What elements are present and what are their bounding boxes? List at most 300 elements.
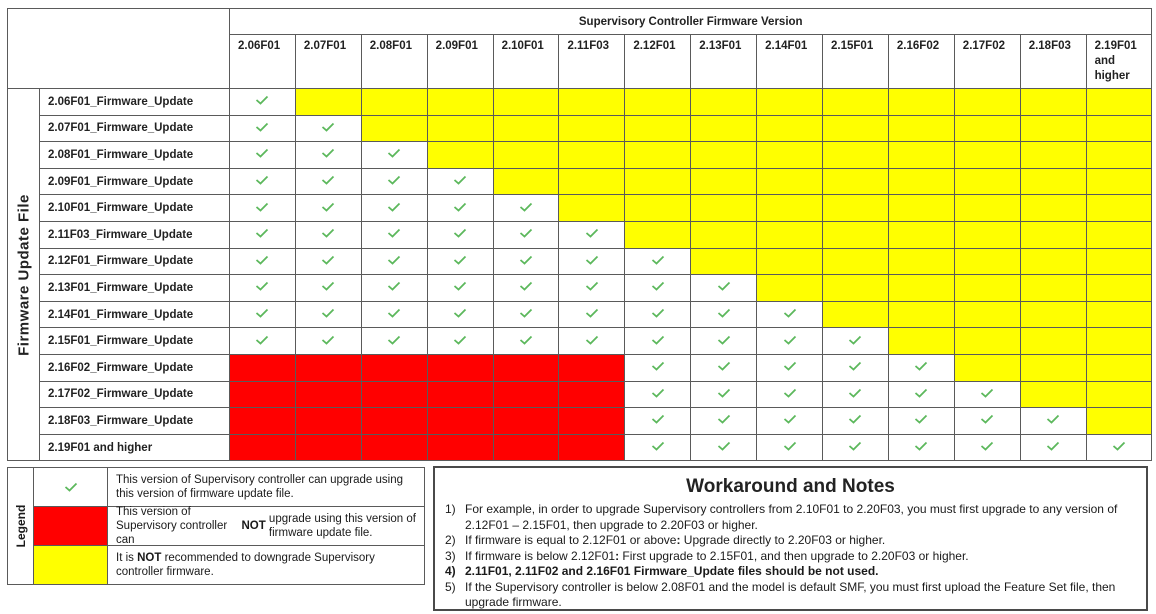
table-row bbox=[8, 381, 1152, 408]
legend-swatch-check bbox=[34, 468, 108, 507]
not-recommended-cell bbox=[1086, 89, 1152, 116]
cannot-upgrade-cell bbox=[427, 354, 493, 381]
compatible-cell bbox=[230, 221, 296, 248]
row-label: 2.10F01_Firmware_Update bbox=[40, 195, 230, 222]
version-header: 2.09F01 bbox=[427, 35, 493, 89]
check-icon bbox=[255, 202, 269, 212]
check-icon bbox=[717, 361, 731, 371]
not-recommended-cell bbox=[427, 142, 493, 169]
not-recommended-cell bbox=[954, 354, 1020, 381]
compatible-cell bbox=[625, 354, 691, 381]
table-row bbox=[8, 89, 1152, 116]
check-icon bbox=[914, 388, 928, 398]
table-body bbox=[8, 89, 1152, 461]
check-icon bbox=[255, 175, 269, 185]
compatible-cell bbox=[1020, 434, 1086, 461]
compatible-cell bbox=[559, 275, 625, 302]
cannot-upgrade-cell bbox=[361, 354, 427, 381]
check-icon bbox=[585, 335, 599, 345]
notes-list bbox=[445, 502, 1136, 611]
not-recommended-cell bbox=[559, 142, 625, 169]
compatible-cell bbox=[230, 275, 296, 302]
cannot-upgrade-cell bbox=[361, 381, 427, 408]
check-icon bbox=[255, 255, 269, 265]
not-recommended-cell bbox=[1086, 408, 1152, 435]
check-icon bbox=[783, 308, 797, 318]
compatible-cell bbox=[427, 221, 493, 248]
not-recommended-cell bbox=[757, 221, 823, 248]
check-icon bbox=[1112, 441, 1126, 451]
not-recommended-cell bbox=[691, 168, 757, 195]
not-recommended-cell bbox=[1020, 328, 1086, 355]
not-recommended-cell bbox=[1020, 89, 1086, 116]
check-icon bbox=[783, 414, 797, 424]
compatible-cell bbox=[691, 328, 757, 355]
check-icon bbox=[651, 441, 665, 451]
not-recommended-cell bbox=[493, 115, 559, 142]
version-header: 2.11F03 bbox=[559, 35, 625, 89]
compatible-cell bbox=[230, 142, 296, 169]
compatible-cell bbox=[888, 354, 954, 381]
cannot-upgrade-cell bbox=[230, 381, 296, 408]
check-icon bbox=[651, 414, 665, 424]
cannot-upgrade-cell bbox=[295, 434, 361, 461]
check-icon bbox=[783, 388, 797, 398]
check-icon bbox=[519, 308, 533, 318]
compatible-cell bbox=[295, 248, 361, 275]
check-icon bbox=[717, 441, 731, 451]
not-recommended-cell bbox=[427, 115, 493, 142]
table-row bbox=[8, 221, 1152, 248]
compatible-cell bbox=[361, 168, 427, 195]
check-icon bbox=[651, 388, 665, 398]
not-recommended-cell bbox=[954, 168, 1020, 195]
table-row bbox=[8, 115, 1152, 142]
not-recommended-cell bbox=[559, 168, 625, 195]
table-row bbox=[8, 408, 1152, 435]
compatible-cell bbox=[1020, 408, 1086, 435]
not-recommended-cell bbox=[691, 248, 757, 275]
compatible-cell bbox=[954, 408, 1020, 435]
check-icon bbox=[453, 228, 467, 238]
check-icon bbox=[387, 281, 401, 291]
not-recommended-cell bbox=[1020, 195, 1086, 222]
compatible-cell bbox=[625, 275, 691, 302]
compatible-cell bbox=[361, 301, 427, 328]
compatible-cell bbox=[361, 195, 427, 222]
legend-text-check: This version of Supervisory controller can upgrade using this version of firmware update file. bbox=[108, 468, 424, 507]
not-recommended-cell bbox=[1086, 142, 1152, 169]
compatible-cell bbox=[361, 221, 427, 248]
not-recommended-cell bbox=[691, 221, 757, 248]
row-label: 2.11F03_Firmware_Update bbox=[40, 221, 230, 248]
check-icon bbox=[387, 228, 401, 238]
compatible-cell bbox=[295, 275, 361, 302]
check-icon bbox=[387, 308, 401, 318]
cannot-upgrade-cell bbox=[559, 434, 625, 461]
compatible-cell bbox=[691, 354, 757, 381]
workaround-notes-box bbox=[433, 466, 1148, 611]
check-icon bbox=[848, 441, 862, 451]
check-icon bbox=[585, 308, 599, 318]
legend-swatch-yellow bbox=[34, 546, 108, 584]
not-recommended-cell bbox=[823, 115, 889, 142]
not-recommended-cell bbox=[1086, 328, 1152, 355]
check-icon bbox=[321, 202, 335, 212]
check-icon bbox=[1046, 441, 1060, 451]
not-recommended-cell bbox=[954, 301, 1020, 328]
check-icon bbox=[848, 388, 862, 398]
check-icon bbox=[453, 335, 467, 345]
not-recommended-cell bbox=[1086, 301, 1152, 328]
not-recommended-cell bbox=[954, 275, 1020, 302]
row-label: 2.13F01_Firmware_Update bbox=[40, 275, 230, 302]
check-icon bbox=[453, 308, 467, 318]
version-header: 2.06F01 bbox=[230, 35, 296, 89]
not-recommended-cell bbox=[888, 142, 954, 169]
check-icon bbox=[585, 228, 599, 238]
compatible-cell bbox=[230, 195, 296, 222]
compatible-cell bbox=[559, 328, 625, 355]
table-row bbox=[8, 142, 1152, 169]
not-recommended-cell bbox=[625, 168, 691, 195]
check-icon bbox=[321, 148, 335, 158]
compatible-cell bbox=[954, 381, 1020, 408]
not-recommended-cell bbox=[823, 301, 889, 328]
not-recommended-cell bbox=[361, 115, 427, 142]
compatible-cell bbox=[1086, 434, 1152, 461]
not-recommended-cell bbox=[823, 221, 889, 248]
compatible-cell bbox=[823, 381, 889, 408]
table-row bbox=[8, 354, 1152, 381]
compatible-cell bbox=[427, 301, 493, 328]
compatible-cell bbox=[757, 408, 823, 435]
row-label: 2.08F01_Firmware_Update bbox=[40, 142, 230, 169]
not-recommended-cell bbox=[1086, 381, 1152, 408]
not-recommended-cell bbox=[823, 195, 889, 222]
not-recommended-cell bbox=[757, 168, 823, 195]
cannot-upgrade-cell bbox=[295, 354, 361, 381]
not-recommended-cell bbox=[757, 275, 823, 302]
row-label: 2.06F01_Firmware_Update bbox=[40, 89, 230, 116]
cannot-upgrade-cell bbox=[361, 408, 427, 435]
cannot-upgrade-cell bbox=[295, 381, 361, 408]
note-item-1: 1) For example, in order to upgrade Supervisory controllers from 2.10F01 to 2.20F03, you must first upgrade to any version of 2.12F01 – 2.15F01, then upgrade to 2.20F03 or higher. bbox=[445, 502, 1118, 532]
not-recommended-cell bbox=[361, 89, 427, 116]
not-recommended-cell bbox=[954, 115, 1020, 142]
not-recommended-cell bbox=[888, 168, 954, 195]
check-icon bbox=[519, 335, 533, 345]
compatible-cell bbox=[823, 434, 889, 461]
compatible-cell bbox=[230, 168, 296, 195]
check-icon bbox=[651, 255, 665, 265]
cannot-upgrade-cell bbox=[295, 408, 361, 435]
compatible-cell bbox=[427, 248, 493, 275]
row-label: 2.15F01_Firmware_Update bbox=[40, 328, 230, 355]
row-label: 2.18F03_Firmware_Update bbox=[40, 408, 230, 435]
compatible-cell bbox=[230, 248, 296, 275]
compatible-cell bbox=[625, 408, 691, 435]
not-recommended-cell bbox=[1086, 248, 1152, 275]
compatible-cell bbox=[823, 408, 889, 435]
compatible-cell bbox=[888, 408, 954, 435]
not-recommended-cell bbox=[1020, 248, 1086, 275]
check-icon bbox=[387, 202, 401, 212]
not-recommended-cell bbox=[493, 89, 559, 116]
check-icon bbox=[717, 388, 731, 398]
not-recommended-cell bbox=[493, 142, 559, 169]
compatible-cell bbox=[427, 328, 493, 355]
version-header: 2.10F01 bbox=[493, 35, 559, 89]
row-label: 2.09F01_Firmware_Update bbox=[40, 168, 230, 195]
check-icon bbox=[783, 441, 797, 451]
table-row bbox=[8, 434, 1152, 461]
not-recommended-cell bbox=[888, 248, 954, 275]
check-icon bbox=[321, 122, 335, 132]
check-icon bbox=[255, 122, 269, 132]
version-header: 2.14F01 bbox=[757, 35, 823, 89]
check-icon bbox=[848, 361, 862, 371]
not-recommended-cell bbox=[954, 195, 1020, 222]
not-recommended-cell bbox=[823, 275, 889, 302]
table-row bbox=[8, 328, 1152, 355]
check-icon bbox=[453, 175, 467, 185]
compatible-cell bbox=[361, 328, 427, 355]
cannot-upgrade-cell bbox=[427, 381, 493, 408]
compatible-cell bbox=[823, 354, 889, 381]
check-icon bbox=[453, 255, 467, 265]
row-label: 2.12F01_Firmware_Update bbox=[40, 248, 230, 275]
row-label: 2.14F01_Firmware_Update bbox=[40, 301, 230, 328]
table-row bbox=[8, 168, 1152, 195]
cannot-upgrade-cell bbox=[427, 434, 493, 461]
not-recommended-cell bbox=[888, 301, 954, 328]
supervisory-controller-header: Supervisory Controller Firmware Version bbox=[230, 9, 1152, 35]
cannot-upgrade-cell bbox=[559, 354, 625, 381]
note-item-2: 2) If firmware is equal to 2.12F01 or above: Upgrade directly to 2.20F03 or higher. bbox=[445, 533, 886, 547]
not-recommended-cell bbox=[1086, 115, 1152, 142]
check-icon bbox=[519, 255, 533, 265]
check-icon bbox=[453, 202, 467, 212]
note-item-3: 3) If firmware is below 2.12F01: First upgrade to 2.15F01, and then upgrade to 2.20F03 or higher. bbox=[445, 548, 969, 563]
not-recommended-cell bbox=[691, 142, 757, 169]
not-recommended-cell bbox=[1020, 168, 1086, 195]
legend-title: Legend bbox=[8, 468, 34, 584]
check-icon bbox=[717, 308, 731, 318]
not-recommended-cell bbox=[559, 115, 625, 142]
compatible-cell bbox=[691, 434, 757, 461]
check-icon bbox=[64, 482, 78, 492]
legend-swatch-red bbox=[34, 507, 108, 546]
compatible-cell bbox=[691, 275, 757, 302]
not-recommended-cell bbox=[691, 195, 757, 222]
check-icon bbox=[914, 441, 928, 451]
check-icon bbox=[914, 414, 928, 424]
compatible-cell bbox=[493, 248, 559, 275]
not-recommended-cell bbox=[625, 142, 691, 169]
cannot-upgrade-cell bbox=[230, 434, 296, 461]
check-icon bbox=[255, 148, 269, 158]
not-recommended-cell bbox=[757, 142, 823, 169]
compatible-cell bbox=[625, 381, 691, 408]
not-recommended-cell bbox=[954, 89, 1020, 116]
not-recommended-cell bbox=[1020, 142, 1086, 169]
compatible-cell bbox=[230, 328, 296, 355]
check-icon bbox=[783, 335, 797, 345]
compatible-cell bbox=[954, 434, 1020, 461]
compatible-cell bbox=[427, 195, 493, 222]
check-icon bbox=[519, 228, 533, 238]
not-recommended-cell bbox=[823, 168, 889, 195]
not-recommended-cell bbox=[427, 89, 493, 116]
firmware-update-file-label: Firmware Update File bbox=[8, 89, 40, 461]
compatible-cell bbox=[230, 89, 296, 116]
not-recommended-cell bbox=[1086, 354, 1152, 381]
version-header: 2.15F01 bbox=[823, 35, 889, 89]
check-icon bbox=[453, 281, 467, 291]
compatible-cell bbox=[493, 275, 559, 302]
check-icon bbox=[585, 281, 599, 291]
compatible-cell bbox=[823, 328, 889, 355]
compatible-cell bbox=[691, 381, 757, 408]
not-recommended-cell bbox=[757, 195, 823, 222]
compatible-cell bbox=[361, 248, 427, 275]
not-recommended-cell bbox=[1020, 354, 1086, 381]
compatible-cell bbox=[295, 168, 361, 195]
compatible-cell bbox=[625, 301, 691, 328]
check-icon bbox=[519, 281, 533, 291]
compatibility-table bbox=[7, 8, 1152, 461]
note-item-4: 4) 2.11F01, 2.11F02 and 2.16F01 Firmware_Update files should be not used. bbox=[445, 564, 879, 578]
check-icon bbox=[255, 335, 269, 345]
compatible-cell bbox=[493, 328, 559, 355]
compatible-cell bbox=[295, 115, 361, 142]
compatible-cell bbox=[295, 195, 361, 222]
check-icon bbox=[585, 255, 599, 265]
legend-text-yellow: It is NOT recommended to downgrade Supervisory controller firmware. bbox=[116, 552, 375, 578]
compatible-cell bbox=[493, 195, 559, 222]
check-icon bbox=[914, 361, 928, 371]
compatible-cell bbox=[427, 168, 493, 195]
compatible-cell bbox=[559, 248, 625, 275]
version-header: 2.08F01 bbox=[361, 35, 427, 89]
cannot-upgrade-cell bbox=[493, 354, 559, 381]
check-icon bbox=[651, 308, 665, 318]
row-label: 2.07F01_Firmware_Update bbox=[40, 115, 230, 142]
check-icon bbox=[717, 335, 731, 345]
table-row bbox=[8, 275, 1152, 302]
check-icon bbox=[255, 308, 269, 318]
compatible-cell bbox=[427, 275, 493, 302]
version-header: 2.19F01 and higher bbox=[1086, 35, 1152, 89]
check-icon bbox=[387, 175, 401, 185]
cannot-upgrade-cell bbox=[493, 408, 559, 435]
not-recommended-cell bbox=[954, 328, 1020, 355]
cannot-upgrade-cell bbox=[493, 381, 559, 408]
compatible-cell bbox=[295, 221, 361, 248]
not-recommended-cell bbox=[757, 248, 823, 275]
not-recommended-cell bbox=[691, 115, 757, 142]
check-icon bbox=[651, 281, 665, 291]
check-icon bbox=[783, 361, 797, 371]
check-icon bbox=[321, 335, 335, 345]
not-recommended-cell bbox=[493, 168, 559, 195]
check-icon bbox=[387, 148, 401, 158]
check-icon bbox=[387, 335, 401, 345]
version-header: 2.17F02 bbox=[954, 35, 1020, 89]
compatible-cell bbox=[757, 434, 823, 461]
note-item-5: 5) If the Supervisory controller is below 2.08F01 and the model is default SMF, you must first upload the Feature Set file, then upgrade firmware. bbox=[445, 579, 1116, 609]
not-recommended-cell bbox=[559, 195, 625, 222]
compatible-cell bbox=[559, 301, 625, 328]
not-recommended-cell bbox=[559, 89, 625, 116]
check-icon bbox=[980, 388, 994, 398]
cannot-upgrade-cell bbox=[230, 408, 296, 435]
check-icon bbox=[848, 414, 862, 424]
not-recommended-cell bbox=[954, 142, 1020, 169]
compatible-cell bbox=[559, 221, 625, 248]
cannot-upgrade-cell bbox=[230, 354, 296, 381]
check-icon bbox=[980, 414, 994, 424]
compatible-cell bbox=[757, 301, 823, 328]
not-recommended-cell bbox=[823, 142, 889, 169]
cannot-upgrade-cell bbox=[427, 408, 493, 435]
compatible-cell bbox=[625, 248, 691, 275]
version-header: 2.13F01 bbox=[691, 35, 757, 89]
compatible-cell bbox=[493, 221, 559, 248]
check-icon bbox=[321, 308, 335, 318]
not-recommended-cell bbox=[625, 115, 691, 142]
check-icon bbox=[321, 281, 335, 291]
check-icon bbox=[980, 441, 994, 451]
compatible-cell bbox=[295, 301, 361, 328]
compatible-cell bbox=[625, 434, 691, 461]
compatible-cell bbox=[691, 301, 757, 328]
compatible-cell bbox=[493, 301, 559, 328]
not-recommended-cell bbox=[1020, 221, 1086, 248]
not-recommended-cell bbox=[1086, 195, 1152, 222]
not-recommended-cell bbox=[625, 195, 691, 222]
not-recommended-cell bbox=[1020, 301, 1086, 328]
compatible-cell bbox=[230, 115, 296, 142]
not-recommended-cell bbox=[954, 221, 1020, 248]
version-header: 2.18F03 bbox=[1020, 35, 1086, 89]
compatible-cell bbox=[295, 328, 361, 355]
compatible-cell bbox=[625, 328, 691, 355]
table-row bbox=[8, 301, 1152, 328]
version-header: 2.16F02 bbox=[888, 35, 954, 89]
compatible-cell bbox=[691, 408, 757, 435]
legend-box bbox=[7, 467, 425, 585]
check-icon bbox=[519, 202, 533, 212]
not-recommended-cell bbox=[1086, 221, 1152, 248]
compatible-cell bbox=[230, 301, 296, 328]
not-recommended-cell bbox=[1086, 168, 1152, 195]
super-header-row bbox=[8, 9, 1152, 35]
version-header: 2.12F01 bbox=[625, 35, 691, 89]
check-icon bbox=[255, 95, 269, 105]
not-recommended-cell bbox=[1020, 115, 1086, 142]
check-icon bbox=[321, 228, 335, 238]
not-recommended-cell bbox=[1020, 275, 1086, 302]
check-icon bbox=[387, 255, 401, 265]
table-row bbox=[8, 195, 1152, 222]
version-header: 2.07F01 bbox=[295, 35, 361, 89]
not-recommended-cell bbox=[888, 328, 954, 355]
not-recommended-cell bbox=[888, 115, 954, 142]
compatible-cell bbox=[757, 328, 823, 355]
compatible-cell bbox=[888, 434, 954, 461]
